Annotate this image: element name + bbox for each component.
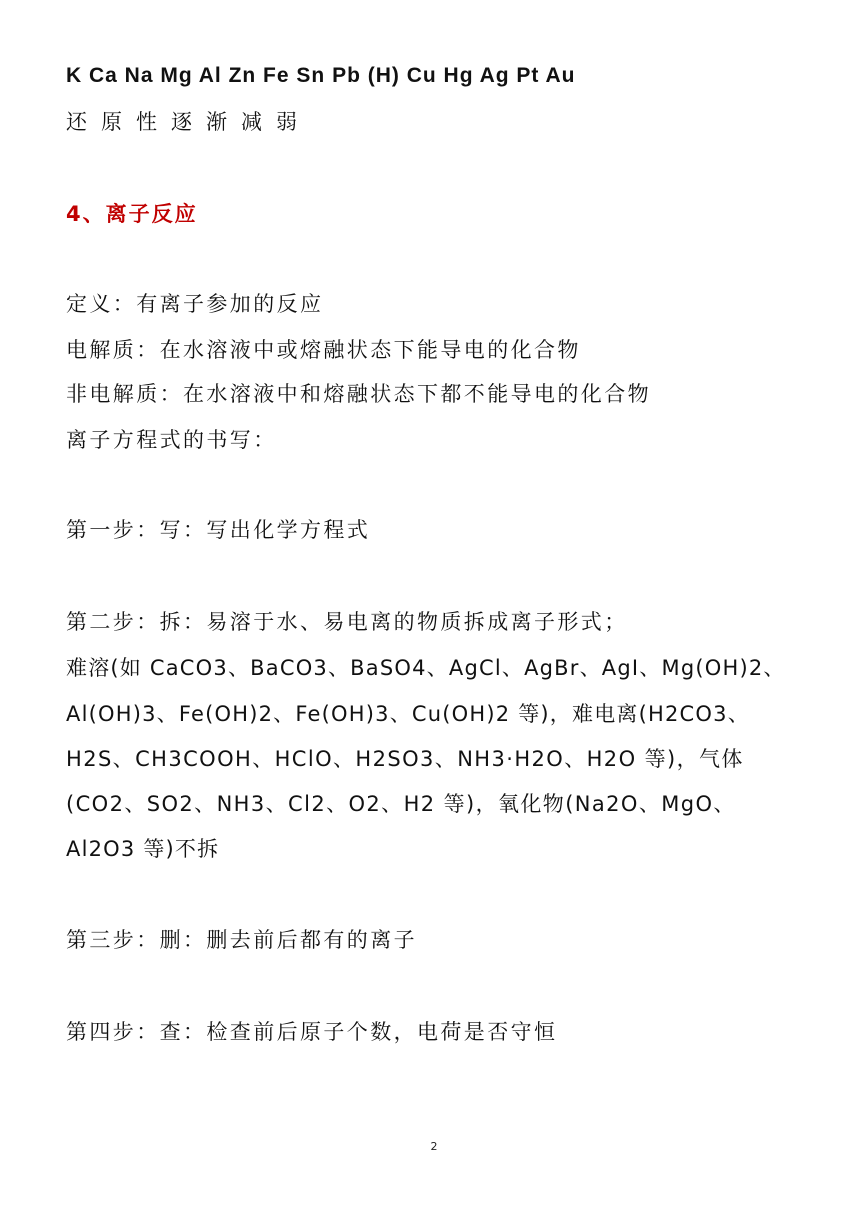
step-three: 第三步：删：删去前后都有的离子 bbox=[66, 928, 417, 952]
step-two-detail-5: Al2O3 等)不拆 bbox=[66, 837, 220, 861]
reducibility-trend: 还原性逐渐减弱 bbox=[66, 110, 311, 134]
step-four: 第四步：查：检查前后原子个数，电荷是否守恒 bbox=[66, 1020, 558, 1044]
non-electrolyte-line: 非电解质：在水溶液中和熔融状态下都不能导电的化合物 bbox=[66, 382, 651, 406]
metal-activity-series: K Ca Na Mg Al Zn Fe Sn Pb (H) Cu Hg Ag Pt Au bbox=[66, 64, 576, 87]
equation-writing-title: 离子方程式的书写： bbox=[66, 428, 277, 452]
step-two-detail-3: H2S、CH3COOH、HClO、H2SO3、NH3·H2O、H2O 等)，气体 bbox=[66, 747, 744, 771]
definition-line: 定义：有离子参加的反应 bbox=[66, 292, 324, 316]
electrolyte-line: 电解质：在水溶液中或熔融状态下能导电的化合物 bbox=[66, 338, 581, 362]
step-two-detail-1: 难溶(如 CaCO3、BaCO3、BaSO4、AgCl、AgBr、AgI、Mg(OH)2、 bbox=[66, 656, 786, 680]
step-two-detail-4: (CO2、SO2、NH3、Cl2、O2、H2 等)，氧化物(Na2O、MgO、 bbox=[66, 792, 736, 816]
page-number: 2 bbox=[430, 1140, 438, 1153]
section-heading: 4、离子反应 bbox=[66, 202, 198, 226]
step-one: 第一步：写：写出化学方程式 bbox=[66, 518, 371, 542]
step-two-detail-2: Al(OH)3、Fe(OH)2、Fe(OH)3、Cu(OH)2 等)，难电离(H2CO3、 bbox=[66, 702, 750, 726]
step-two: 第二步：拆：易溶于水、易电离的物质拆成离子形式； bbox=[66, 610, 628, 634]
